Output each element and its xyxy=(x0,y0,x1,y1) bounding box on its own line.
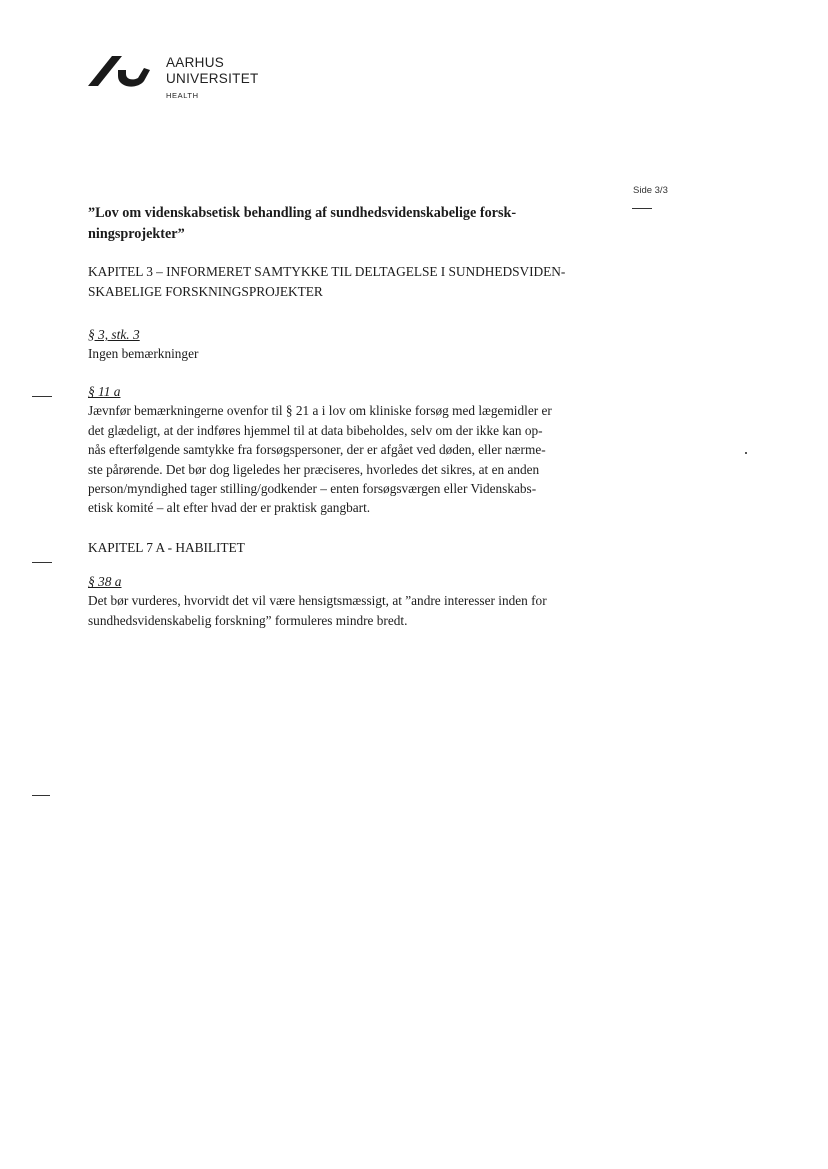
logo-subtitle: HEALTH xyxy=(166,91,199,100)
aarhus-university-logo xyxy=(88,52,268,108)
body-line: ste pårørende. Det bør dog ligeledes her præciseres, hvorledes det sikres, at en anden xyxy=(88,461,540,477)
document-title xyxy=(88,203,598,244)
chapter-heading-3 xyxy=(88,262,598,301)
section-11-a xyxy=(88,383,598,517)
section-38-a xyxy=(88,573,598,630)
body-line: sundhedsvidenskabelig forskning” formuleres mindre bredt. xyxy=(88,612,408,628)
body-line: Det bør vurderes, hvorvidt det vil være hensigtsmæssigt, at ”andre interesser inden for xyxy=(88,593,547,609)
body-line: Jævnfør bemærkningerne ovenfor til § 21 a i lov om kliniske forsøg med lægemidler er xyxy=(88,403,552,419)
chapter-line: SKABELIGE FORSKNINGSPROJEKTER xyxy=(88,283,323,299)
document-body xyxy=(88,203,598,650)
body-line: det glædeligt, at der indføres hjemmel til at data bibeholdes, selv om der ikke kan op- xyxy=(88,422,543,438)
logo-name-line2: UNIVERSITET xyxy=(166,71,259,86)
section-heading: § 11 a xyxy=(88,384,121,400)
section-3-stk-3 xyxy=(88,326,598,363)
chapter-heading-7a: KAPITEL 7 A - HABILITET xyxy=(88,539,245,555)
section-body xyxy=(88,401,598,517)
body-line: person/myndighed tager stilling/godkender – enten forsøgsværgen eller Videnskabs- xyxy=(88,481,537,497)
margin-mark xyxy=(32,562,52,563)
body-line: nås efterfølgende samtykke fra forsøgspersoner, der er afgået ved døden, eller nærme- xyxy=(88,442,546,458)
page-number-rule xyxy=(632,208,652,209)
body-line: etisk komité – alt efter hvad der er praktisk gangbart. xyxy=(88,500,371,516)
au-logo-mark-icon xyxy=(88,52,154,92)
section-body xyxy=(88,591,598,630)
section-heading: § 38 a xyxy=(88,574,122,590)
title-line: ”Lov om videnskabsetisk behandling af sundhedsvidenskabelige forsk- xyxy=(88,205,517,221)
section-body: Ingen bemærkninger xyxy=(88,346,199,361)
scan-speck xyxy=(745,452,747,454)
logo-text xyxy=(166,55,259,100)
section-heading: § 3, stk. 3 xyxy=(88,327,140,342)
logo-name-line1: AARHUS xyxy=(166,55,225,70)
margin-mark xyxy=(32,396,52,397)
margin-mark xyxy=(32,795,50,796)
page-number: Side 3/3 xyxy=(633,185,668,196)
chapter-line: KAPITEL 3 – INFORMERET SAMTYKKE TIL DELTAGELSE I SUNDHEDSVIDEN- xyxy=(88,264,566,279)
title-line: ningsprojekter” xyxy=(88,225,185,242)
